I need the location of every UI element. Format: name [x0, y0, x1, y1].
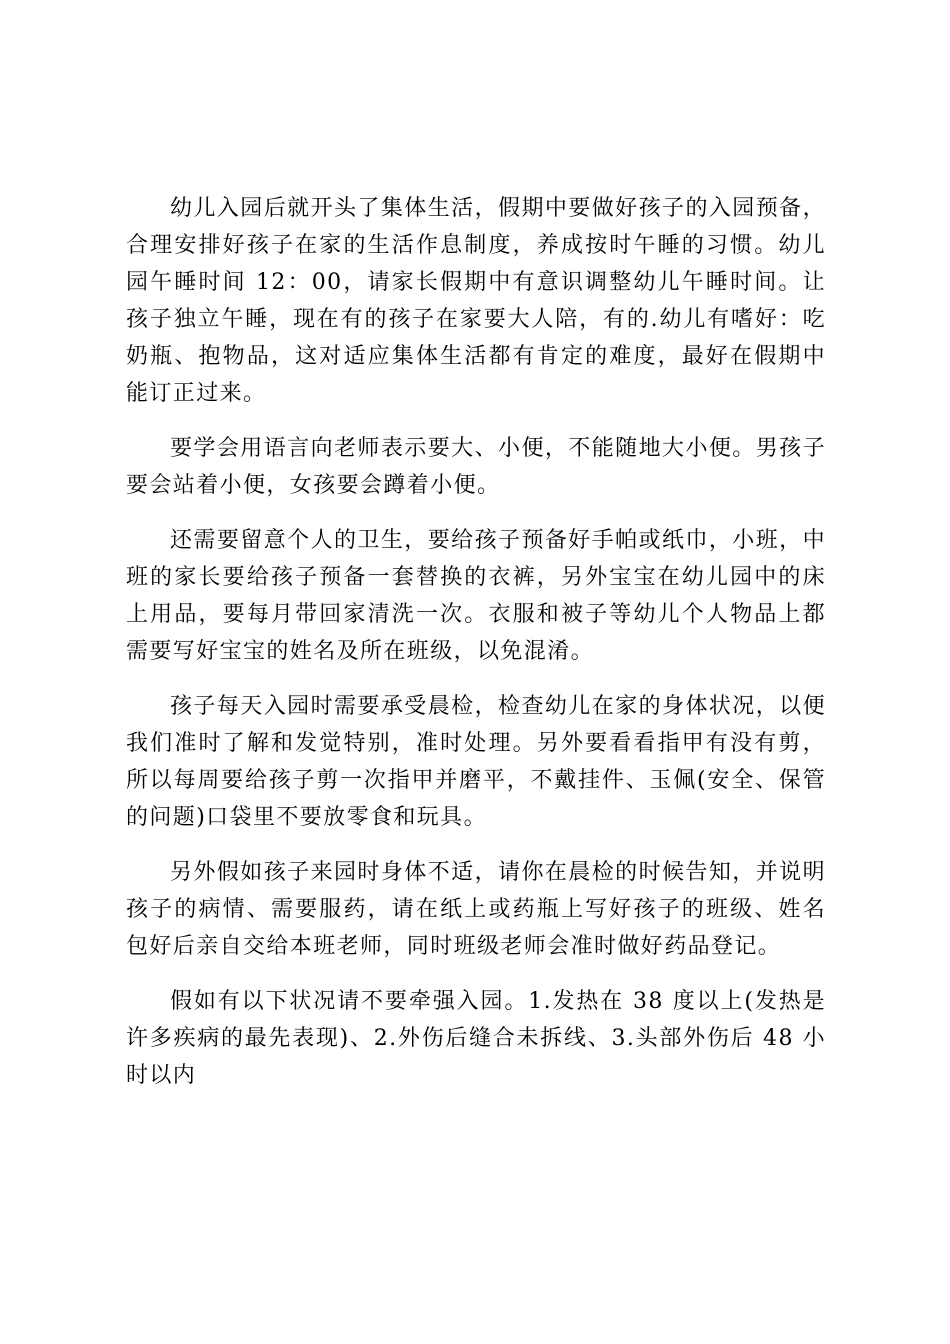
- paragraph-medication: 另外假如孩子来园时身体不适，请你在晨检的时候告知，并说明孩子的病情、需要服药，请在纸上或药瓶上写好孩子的班级、姓名包好后亲自交给本班老师，同时班级老师会准时做好药品登记。: [126, 860, 826, 959]
- paragraph-toileting: 要学会用语言向老师表示要大、小便，不能随地大小便。男孩子要会站着小便，女孩要会蹲着小便。: [126, 436, 826, 498]
- paragraph-hygiene: 还需要留意个人的卫生，要给孩子预备好手帕或纸巾，小班，中班的家长要给孩子预备一套替换的衣裤，另外宝宝在幼儿园中的床上用品，要每月带回家清洗一次。衣服和被子等幼儿个人物品上都需要写好宝宝的姓名及所在班级，以免混淆。: [126, 528, 826, 664]
- paragraph-morning-check: 孩子每天入园时需要承受晨检，检查幼儿在家的身体状况，以便我们准时了解和发觉特别，准时处理。另外要看看指甲有没有剪，所以每周要给孩子剪一次指甲并磨平，不戴挂件、玉佩(安全、保管的问题)口袋里不要放零食和玩具。: [126, 694, 826, 830]
- paragraph-exclusion-conditions: 假如有以下状况请不要牵强入园。1.发热在 38 度以上(发热是许多疾病的最先表现)、2.外伤后缝合未拆线、3.头部外伤后 48 小时以内: [126, 989, 826, 1088]
- paragraph-nap-schedule: 幼儿入园后就开头了集体生活，假期中要做好孩子的入园预备，合理安排好孩子在家的生活作息制度，养成按时午睡的习惯。幼儿园午睡时间 12：00，请家长假期中有意识调整幼儿午睡时间。让孩子独立午睡，现在有的孩子在家要大人陪，有的.幼儿有嗜好：吃奶瓶、抱物品，这对适应集体生活都有肯定的难度，最好在假期中能订正过来。: [126, 196, 826, 406]
- document-body: [126, 190, 826, 1112]
